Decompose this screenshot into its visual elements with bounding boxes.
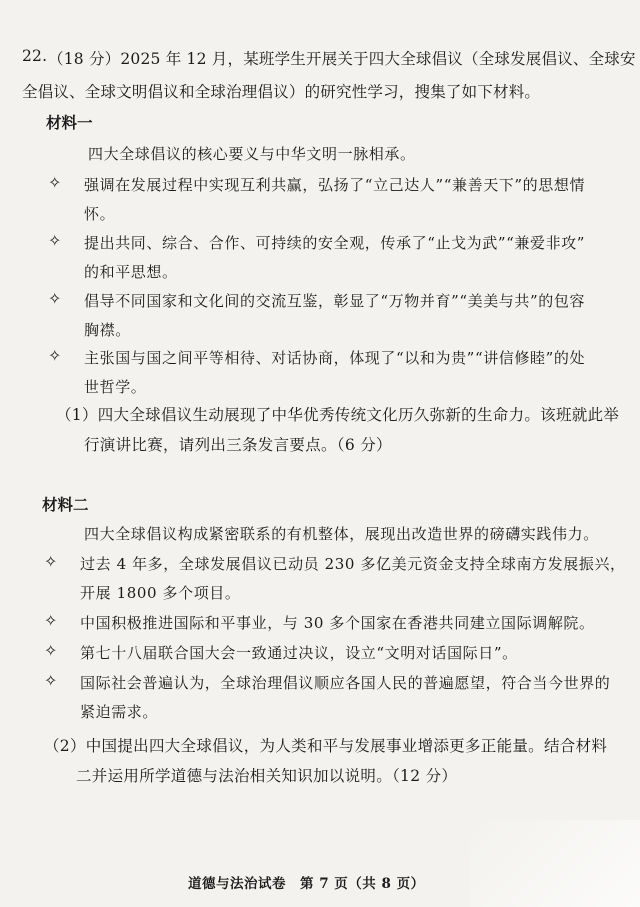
bullet-icon: ✧ [44, 552, 58, 571]
material-2-bullet-1-line-1: 过去 4 年多，全球发展倡议已动员 230 多亿美元资金支持全球南方发展振兴， [80, 555, 626, 573]
material-1-intro: 四大全球倡议的核心要义与中华文明一脉相承。 [88, 145, 416, 163]
material-2-bullet-2-line-1: 中国积极推进国际和平事业，与 30 多个国家在香港共同建立国际调解院。 [80, 614, 595, 632]
material-2-bullet-4-line-2: 紧迫需求。 [80, 703, 159, 721]
bullet-icon: ✧ [48, 231, 62, 250]
sub-question-2-line-2: 二并运用所学道德与法治相关知识加以说明。（12 分） [76, 767, 458, 785]
material-2-bullet-3-line-1: 第七十八届联合国大会一致通过决议，设立“文明对话国际日”。 [80, 644, 518, 662]
question-number: 22. [22, 47, 48, 65]
bullet-icon: ✧ [44, 641, 58, 660]
bullet-icon: ✧ [48, 289, 62, 308]
material-2-bullet-1-line-2: 开展 1800 多个项目。 [80, 584, 241, 602]
sub-question-1-line-1: （1）四大全球倡议生动展现了中华优秀传统文化历久弥新的生命力。该班就此举 [56, 406, 620, 424]
scan-light-shade [470, 820, 640, 907]
material-1-bullet-1-line-1: 强调在发展过程中实现互利共赢，弘扬了“立己达人”“兼善天下”的思想情 [84, 176, 586, 194]
question-stem-line-2: 全倡议、全球文明倡议和全球治理倡议）的研究性学习，搜集了如下材料。 [22, 83, 541, 101]
material-2-heading: 材料二 [42, 495, 89, 514]
material-1-bullet-2-line-1: 提出共同、综合、合作、可持续的安全观，传承了“止戈为武”“兼爱非攻” [84, 234, 586, 252]
bullet-icon: ✧ [48, 173, 62, 192]
question-stem-line-1: （18 分）2025 年 12 月，某班学生开展关于四大全球倡议（全球发展倡议、全球安 [48, 50, 636, 68]
bullet-icon: ✧ [48, 346, 62, 365]
material-1-bullet-3-line-2: 胸襟。 [84, 321, 131, 339]
sub-question-2-line-1: （2）中国提出四大全球倡议，为人类和平与发展事业增添更多正能量。结合材料 [44, 737, 608, 755]
material-1-bullet-1-line-2: 怀。 [84, 205, 116, 223]
material-2-intro: 四大全球倡议构成紧密联系的有机整体，展现出改造世界的磅礴实践伟力。 [84, 525, 599, 543]
sub-question-1-line-2: 行演讲比赛，请列出三条发言要点。（6 分） [84, 436, 392, 454]
page-footer: 道德与法治试卷 第 7 页（共 8 页） [188, 876, 425, 892]
bullet-icon: ✧ [44, 611, 58, 630]
material-2-bullet-4-line-1: 国际社会普遍认为，全球治理倡议顺应各国人民的普遍愿望，符合当今世界的 [80, 674, 611, 692]
material-1-bullet-2-line-2: 的和平思想。 [84, 263, 178, 281]
material-1-heading: 材料一 [46, 113, 93, 132]
material-1-bullet-3-line-1: 倡导不同国家和文化间的交流互鉴，彰显了“万物并育”“美美与共”的包容 [84, 292, 586, 310]
material-1-bullet-4-line-1: 主张国与国之间平等相待、对话协商，体现了“以和为贵”“讲信修睦”的处 [84, 349, 586, 367]
material-1-bullet-4-line-2: 世哲学。 [84, 378, 147, 396]
bullet-icon: ✧ [44, 671, 58, 690]
